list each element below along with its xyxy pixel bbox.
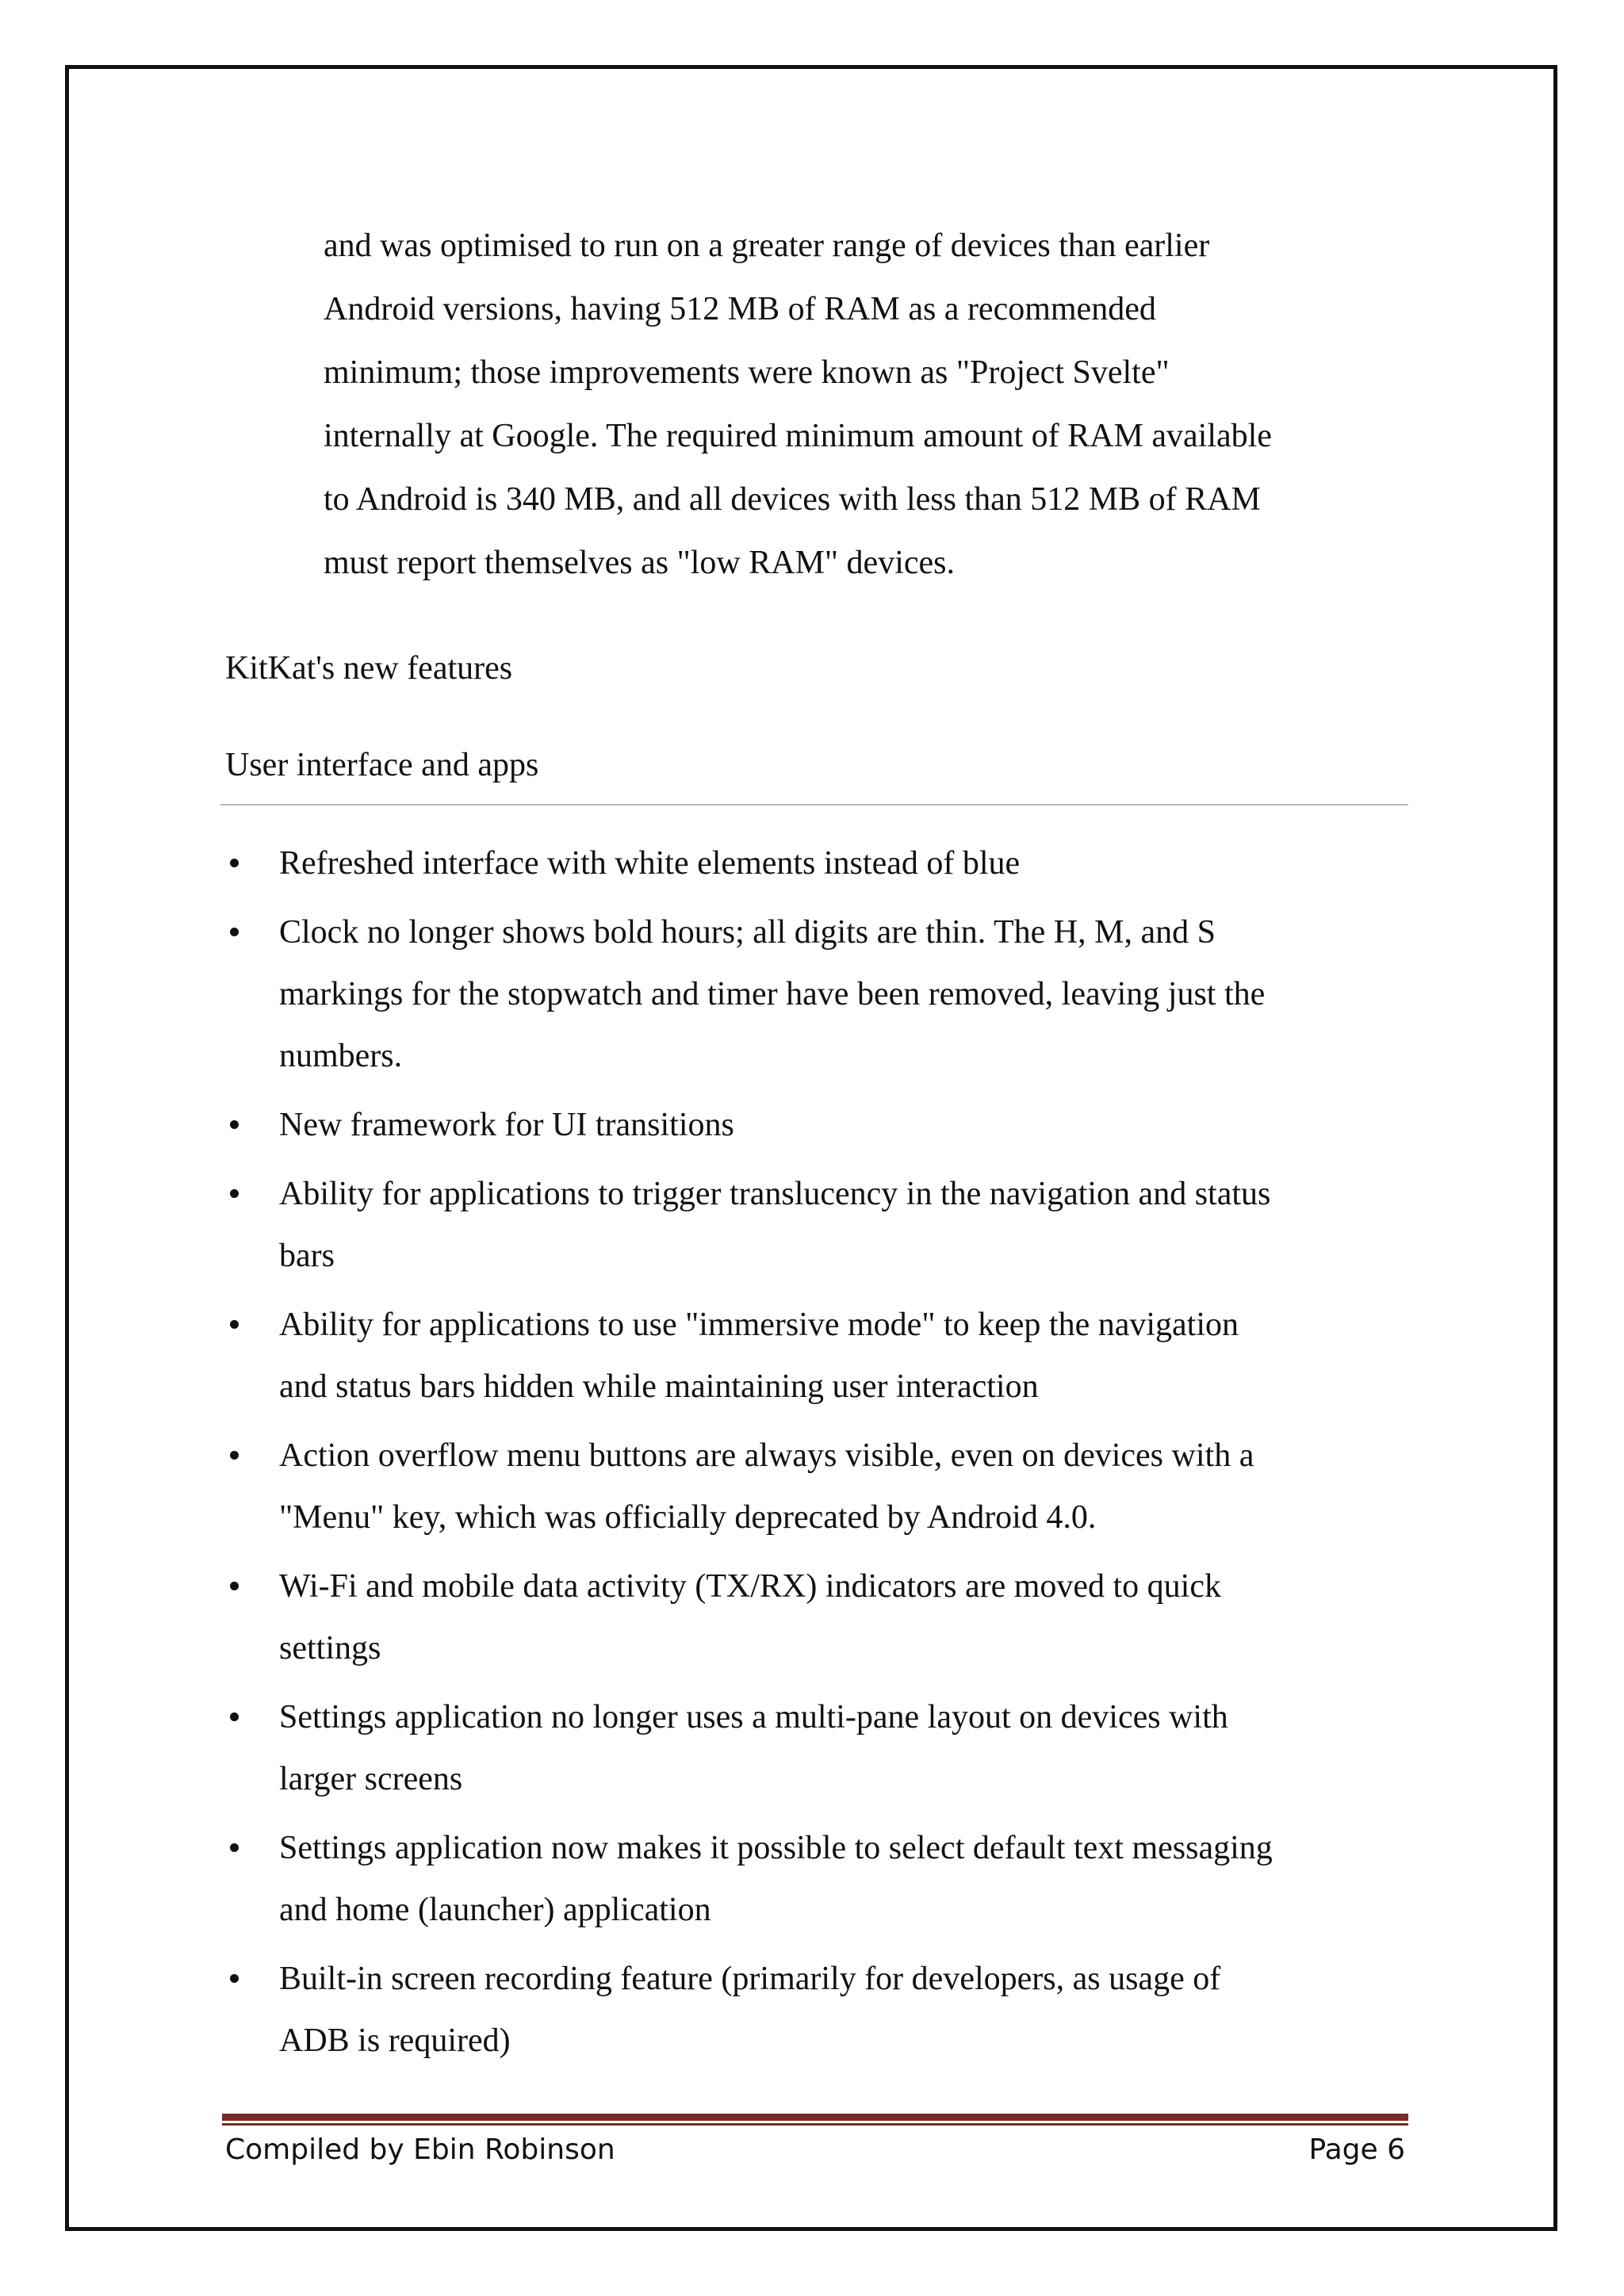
- list-item-line: Refreshed interface with white elements instead of blue: [279, 845, 1021, 882]
- list-item: [225, 1556, 1415, 1679]
- list-item: [225, 1425, 1415, 1548]
- list-item-line: Clock no longer shows bold hours; all digits are thin. The H, M, and S: [279, 914, 1216, 951]
- list-item: [225, 1686, 1415, 1810]
- intro-line: minimum; those improvements were known as "Project Svelte": [324, 354, 1170, 391]
- footer-rule-thin: [222, 2123, 1408, 2126]
- bullet-icon: [230, 1974, 239, 1983]
- features-list: [225, 832, 1415, 2079]
- list-item-line: ADB is required): [279, 2022, 511, 2059]
- list-item-line: Wi-Fi and mobile data activity (TX/RX) indicators are moved to quick: [279, 1568, 1221, 1605]
- footer-rule: [222, 2114, 1408, 2121]
- list-item-line: Action overflow menu buttons are always visible, even on devices with a: [279, 1437, 1254, 1474]
- page-number: Page 6: [1308, 2133, 1405, 2166]
- bullet-icon: [230, 1320, 239, 1329]
- list-item: [225, 1094, 1415, 1156]
- intro-line: Android versions, having 512 MB of RAM as a recommended: [324, 291, 1156, 327]
- list-item-line: bars: [279, 1238, 335, 1274]
- list-item: [225, 832, 1415, 894]
- list-item: [225, 901, 1415, 1087]
- list-item: [225, 1948, 1415, 2072]
- intro-line: must report themselves as "low RAM" devices.: [324, 545, 955, 581]
- bullet-icon: [230, 1712, 239, 1721]
- intro-line: internally at Google. The required minimum amount of RAM available: [324, 418, 1272, 454]
- list-item-line: Ability for applications to trigger translucency in the navigation and status: [279, 1176, 1271, 1212]
- list-item: [225, 1817, 1415, 1941]
- bullet-icon: [230, 928, 239, 936]
- list-item-line: Ability for applications to use "immersive mode" to keep the navigation: [279, 1307, 1239, 1343]
- bullet-icon: [230, 859, 239, 867]
- kitkat-features-heading: KitKat's new features: [225, 650, 513, 687]
- list-item-line: settings: [279, 1630, 381, 1667]
- bullet-icon: [230, 1451, 239, 1460]
- intro-line: to Android is 340 MB, and all devices with less than 512 MB of RAM: [324, 481, 1261, 518]
- list-item-line: larger screens: [279, 1761, 463, 1797]
- bullet-icon: [230, 1189, 239, 1198]
- list-item-line: "Menu" key, which was officially deprecated by Android 4.0.: [279, 1499, 1097, 1536]
- list-item-line: Settings application now makes it possible to select default text messaging: [279, 1830, 1273, 1866]
- list-item-line: Built-in screen recording feature (primarily for developers, as usage of: [279, 1961, 1221, 1997]
- list-item: [225, 1163, 1415, 1287]
- ui-apps-heading: User interface and apps: [225, 747, 539, 783]
- list-item-line: numbers.: [279, 1038, 403, 1074]
- list-item: [225, 1294, 1415, 1418]
- bullet-icon: [230, 1582, 239, 1590]
- bullet-icon: [230, 1843, 239, 1852]
- list-item-line: Settings application no longer uses a multi-pane layout on devices with: [279, 1699, 1228, 1735]
- section-divider: [220, 804, 1408, 806]
- list-item-line: and home (launcher) application: [279, 1892, 711, 1928]
- list-item-line: New framework for UI transitions: [279, 1107, 734, 1143]
- list-item-line: markings for the stopwatch and timer have been removed, leaving just the: [279, 976, 1266, 1012]
- intro-line: and was optimised to run on a greater range of devices than earlier: [324, 228, 1210, 264]
- list-item-line: and status bars hidden while maintaining user interaction: [279, 1368, 1039, 1405]
- intro-paragraph: [324, 214, 1434, 595]
- footer-author: Compiled by Ebin Robinson: [225, 2133, 615, 2166]
- bullet-icon: [230, 1120, 239, 1129]
